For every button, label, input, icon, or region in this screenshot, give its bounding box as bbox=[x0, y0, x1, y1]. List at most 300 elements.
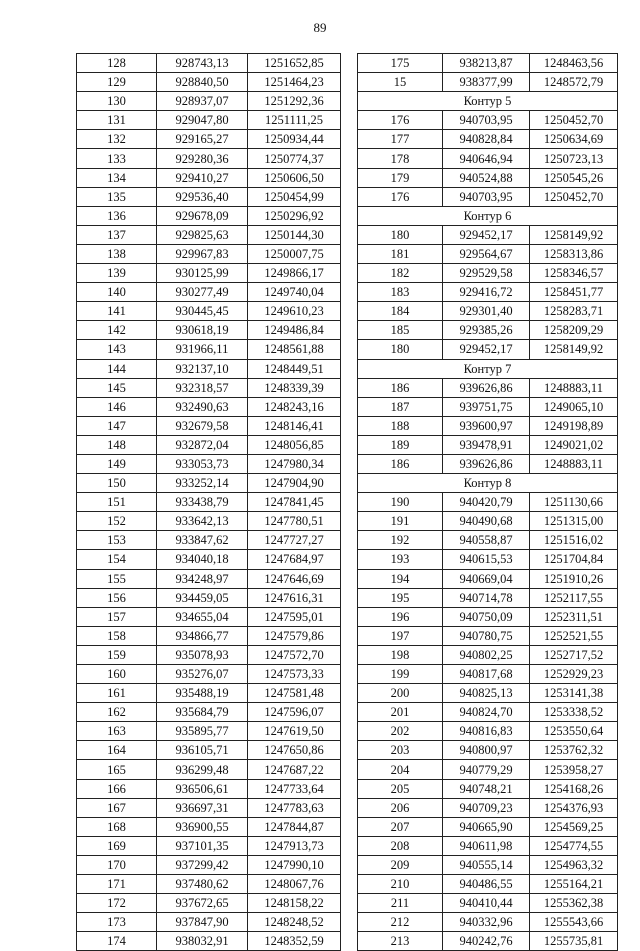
point-number-cell: 158 bbox=[77, 626, 157, 645]
table-row bbox=[358, 703, 618, 722]
x-coordinate-cell: 940709,23 bbox=[443, 798, 530, 817]
table-row bbox=[358, 130, 618, 149]
table-row bbox=[358, 73, 618, 92]
x-coordinate-cell: 929047,80 bbox=[157, 111, 248, 130]
y-coordinate-cell: 1248339,39 bbox=[248, 378, 341, 397]
y-coordinate-cell: 1252117,55 bbox=[530, 588, 618, 607]
point-number-cell: 181 bbox=[358, 244, 443, 263]
y-coordinate-cell: 1247573,33 bbox=[248, 665, 341, 684]
x-coordinate-cell: 929678,09 bbox=[157, 206, 248, 225]
x-coordinate-cell: 940816,83 bbox=[443, 722, 530, 741]
point-number-cell: 174 bbox=[77, 932, 157, 951]
x-coordinate-cell: 939751,75 bbox=[443, 397, 530, 416]
table-row bbox=[77, 913, 341, 932]
y-coordinate-cell: 1247990,10 bbox=[248, 855, 341, 874]
table-row bbox=[77, 836, 341, 855]
point-number-cell: 212 bbox=[358, 913, 443, 932]
table-row bbox=[358, 168, 618, 187]
y-coordinate-cell: 1254774,55 bbox=[530, 836, 618, 855]
x-coordinate-cell: 940703,95 bbox=[443, 111, 530, 130]
point-number-cell: 213 bbox=[358, 932, 443, 951]
point-number-cell: 171 bbox=[77, 875, 157, 894]
y-coordinate-cell: 1254168,26 bbox=[530, 779, 618, 798]
y-coordinate-cell: 1248243,16 bbox=[248, 397, 341, 416]
x-coordinate-cell: 929280,36 bbox=[157, 149, 248, 168]
x-coordinate-cell: 928937,07 bbox=[157, 92, 248, 111]
y-coordinate-cell: 1247581,48 bbox=[248, 684, 341, 703]
table-row bbox=[358, 111, 618, 130]
table-row bbox=[77, 244, 341, 263]
y-coordinate-cell: 1250934,44 bbox=[248, 130, 341, 149]
table-row bbox=[77, 607, 341, 626]
x-coordinate-cell: 932872,04 bbox=[157, 435, 248, 454]
table-row bbox=[358, 550, 618, 569]
coordinates-table-right bbox=[357, 53, 618, 951]
y-coordinate-cell: 1247650,86 bbox=[248, 741, 341, 760]
point-number-cell: 147 bbox=[77, 416, 157, 435]
y-coordinate-cell: 1247980,34 bbox=[248, 454, 341, 473]
table-row bbox=[77, 302, 341, 321]
table-row bbox=[77, 454, 341, 473]
table-row bbox=[358, 817, 618, 836]
table-row bbox=[77, 187, 341, 206]
y-coordinate-cell: 1247687,22 bbox=[248, 760, 341, 779]
point-number-cell: 143 bbox=[77, 340, 157, 359]
point-number-cell: 196 bbox=[358, 607, 443, 626]
y-coordinate-cell: 1253141,38 bbox=[530, 684, 618, 703]
x-coordinate-cell: 939600,97 bbox=[443, 416, 530, 435]
y-coordinate-cell: 1248352,59 bbox=[248, 932, 341, 951]
point-number-cell: 191 bbox=[358, 512, 443, 531]
y-coordinate-cell: 1258283,71 bbox=[530, 302, 618, 321]
x-coordinate-cell: 929452,17 bbox=[443, 225, 530, 244]
x-coordinate-cell: 940665,90 bbox=[443, 817, 530, 836]
y-coordinate-cell: 1247844,87 bbox=[248, 817, 341, 836]
x-coordinate-cell: 940802,25 bbox=[443, 645, 530, 664]
point-number-cell: 192 bbox=[358, 531, 443, 550]
table-row bbox=[77, 283, 341, 302]
x-coordinate-cell: 937101,35 bbox=[157, 836, 248, 855]
y-coordinate-cell: 1247595,01 bbox=[248, 607, 341, 626]
point-number-cell: 169 bbox=[77, 836, 157, 855]
point-number-cell: 170 bbox=[77, 855, 157, 874]
table-row bbox=[358, 321, 618, 340]
table-row bbox=[77, 512, 341, 531]
point-number-cell: 155 bbox=[77, 569, 157, 588]
y-coordinate-cell: 1258346,57 bbox=[530, 264, 618, 283]
y-coordinate-cell: 1250723,13 bbox=[530, 149, 618, 168]
point-number-cell: 129 bbox=[77, 73, 157, 92]
x-coordinate-cell: 929385,26 bbox=[443, 321, 530, 340]
x-coordinate-cell: 930618,19 bbox=[157, 321, 248, 340]
y-coordinate-cell: 1249740,04 bbox=[248, 283, 341, 302]
x-coordinate-cell: 940825,13 bbox=[443, 684, 530, 703]
x-coordinate-cell: 940828,84 bbox=[443, 130, 530, 149]
y-coordinate-cell: 1250144,30 bbox=[248, 225, 341, 244]
y-coordinate-cell: 1250452,70 bbox=[530, 111, 618, 130]
contour-header-row bbox=[358, 92, 618, 111]
x-coordinate-cell: 931966,11 bbox=[157, 340, 248, 359]
x-coordinate-cell: 940242,76 bbox=[443, 932, 530, 951]
table-row bbox=[358, 607, 618, 626]
y-coordinate-cell: 1248463,56 bbox=[530, 54, 618, 73]
y-coordinate-cell: 1247619,50 bbox=[248, 722, 341, 741]
table-row bbox=[77, 397, 341, 416]
point-number-cell: 176 bbox=[358, 187, 443, 206]
point-number-cell: 156 bbox=[77, 588, 157, 607]
x-coordinate-cell: 940750,09 bbox=[443, 607, 530, 626]
point-number-cell: 210 bbox=[358, 875, 443, 894]
y-coordinate-cell: 1252717,52 bbox=[530, 645, 618, 664]
y-coordinate-cell: 1253762,32 bbox=[530, 741, 618, 760]
x-coordinate-cell: 940748,21 bbox=[443, 779, 530, 798]
table-row bbox=[77, 168, 341, 187]
point-number-cell: 157 bbox=[77, 607, 157, 626]
y-coordinate-cell: 1255164,21 bbox=[530, 875, 618, 894]
y-coordinate-cell: 1249198,89 bbox=[530, 416, 618, 435]
x-coordinate-cell: 937480,62 bbox=[157, 875, 248, 894]
point-number-cell: 159 bbox=[77, 645, 157, 664]
point-number-cell: 150 bbox=[77, 474, 157, 493]
x-coordinate-cell: 928840,50 bbox=[157, 73, 248, 92]
x-coordinate-cell: 929825,63 bbox=[157, 225, 248, 244]
y-coordinate-cell: 1251464,23 bbox=[248, 73, 341, 92]
x-coordinate-cell: 929452,17 bbox=[443, 340, 530, 359]
x-coordinate-cell: 939626,86 bbox=[443, 378, 530, 397]
x-coordinate-cell: 936105,71 bbox=[157, 741, 248, 760]
page-number: 89 bbox=[313, 20, 327, 35]
table-row bbox=[358, 340, 618, 359]
x-coordinate-cell: 940486,55 bbox=[443, 875, 530, 894]
table-row bbox=[77, 378, 341, 397]
point-number-cell: 130 bbox=[77, 92, 157, 111]
table-row bbox=[358, 626, 618, 645]
point-number-cell: 197 bbox=[358, 626, 443, 645]
point-number-cell: 153 bbox=[77, 531, 157, 550]
point-number-cell: 176 bbox=[358, 111, 443, 130]
table-row bbox=[77, 206, 341, 225]
x-coordinate-cell: 940669,04 bbox=[443, 569, 530, 588]
table-row bbox=[77, 493, 341, 512]
x-coordinate-cell: 930445,45 bbox=[157, 302, 248, 321]
table-row bbox=[358, 187, 618, 206]
y-coordinate-cell: 1253550,64 bbox=[530, 722, 618, 741]
table-row bbox=[358, 378, 618, 397]
x-coordinate-cell: 934866,77 bbox=[157, 626, 248, 645]
contour-title: Контур 5 bbox=[358, 92, 618, 111]
point-number-cell: 177 bbox=[358, 130, 443, 149]
y-coordinate-cell: 1248248,52 bbox=[248, 913, 341, 932]
x-coordinate-cell: 940817,68 bbox=[443, 665, 530, 684]
point-number-cell: 211 bbox=[358, 894, 443, 913]
y-coordinate-cell: 1252521,55 bbox=[530, 626, 618, 645]
x-coordinate-cell: 933438,79 bbox=[157, 493, 248, 512]
x-coordinate-cell: 930125,99 bbox=[157, 264, 248, 283]
contour-title: Контур 7 bbox=[358, 359, 618, 378]
point-number-cell: 163 bbox=[77, 722, 157, 741]
table-row bbox=[358, 665, 618, 684]
y-coordinate-cell: 1251704,84 bbox=[530, 550, 618, 569]
table-row bbox=[77, 722, 341, 741]
y-coordinate-cell: 1247616,31 bbox=[248, 588, 341, 607]
y-coordinate-cell: 1258149,92 bbox=[530, 225, 618, 244]
point-number-cell: 186 bbox=[358, 378, 443, 397]
y-coordinate-cell: 1250452,70 bbox=[530, 187, 618, 206]
x-coordinate-cell: 939478,91 bbox=[443, 435, 530, 454]
x-coordinate-cell: 929410,27 bbox=[157, 168, 248, 187]
point-number-cell: 172 bbox=[77, 894, 157, 913]
table-row bbox=[358, 397, 618, 416]
table-row bbox=[358, 913, 618, 932]
y-coordinate-cell: 1247572,70 bbox=[248, 645, 341, 664]
point-number-cell: 183 bbox=[358, 283, 443, 302]
y-coordinate-cell: 1251516,02 bbox=[530, 531, 618, 550]
point-number-cell: 135 bbox=[77, 187, 157, 206]
x-coordinate-cell: 939626,86 bbox=[443, 454, 530, 473]
point-number-cell: 209 bbox=[358, 855, 443, 874]
y-coordinate-cell: 1252929,23 bbox=[530, 665, 618, 684]
y-coordinate-cell: 1255543,66 bbox=[530, 913, 618, 932]
x-coordinate-cell: 940800,97 bbox=[443, 741, 530, 760]
point-number-cell: 190 bbox=[358, 493, 443, 512]
table-row bbox=[77, 932, 341, 951]
x-coordinate-cell: 929536,40 bbox=[157, 187, 248, 206]
table-row bbox=[77, 321, 341, 340]
point-number-cell: 154 bbox=[77, 550, 157, 569]
point-number-cell: 144 bbox=[77, 359, 157, 378]
y-coordinate-cell: 1249021,02 bbox=[530, 435, 618, 454]
y-coordinate-cell: 1255735,81 bbox=[530, 932, 618, 951]
table-row bbox=[77, 149, 341, 168]
y-coordinate-cell: 1250545,26 bbox=[530, 168, 618, 187]
table-row bbox=[77, 73, 341, 92]
y-coordinate-cell: 1258313,86 bbox=[530, 244, 618, 263]
point-number-cell: 142 bbox=[77, 321, 157, 340]
y-coordinate-cell: 1248158,22 bbox=[248, 894, 341, 913]
point-number-cell: 151 bbox=[77, 493, 157, 512]
contour-header-row bbox=[358, 359, 618, 378]
point-number-cell: 131 bbox=[77, 111, 157, 130]
point-number-cell: 182 bbox=[358, 264, 443, 283]
y-coordinate-cell: 1247841,45 bbox=[248, 493, 341, 512]
table-row bbox=[358, 435, 618, 454]
x-coordinate-cell: 937672,65 bbox=[157, 894, 248, 913]
table-row bbox=[77, 474, 341, 493]
x-coordinate-cell: 935684,79 bbox=[157, 703, 248, 722]
x-coordinate-cell: 940824,70 bbox=[443, 703, 530, 722]
table-row bbox=[77, 588, 341, 607]
point-number-cell: 189 bbox=[358, 435, 443, 454]
y-coordinate-cell: 1250606,50 bbox=[248, 168, 341, 187]
x-coordinate-cell: 940420,79 bbox=[443, 493, 530, 512]
y-coordinate-cell: 1247904,90 bbox=[248, 474, 341, 493]
table-row bbox=[358, 684, 618, 703]
y-coordinate-cell: 1255362,38 bbox=[530, 894, 618, 913]
y-coordinate-cell: 1247733,64 bbox=[248, 779, 341, 798]
table-row bbox=[77, 779, 341, 798]
y-coordinate-cell: 1254569,25 bbox=[530, 817, 618, 836]
point-number-cell: 145 bbox=[77, 378, 157, 397]
y-coordinate-cell: 1247596,07 bbox=[248, 703, 341, 722]
y-coordinate-cell: 1251315,00 bbox=[530, 512, 618, 531]
y-coordinate-cell: 1251292,36 bbox=[248, 92, 341, 111]
y-coordinate-cell: 1253338,52 bbox=[530, 703, 618, 722]
point-number-cell: 137 bbox=[77, 225, 157, 244]
table-row bbox=[77, 550, 341, 569]
x-coordinate-cell: 940615,53 bbox=[443, 550, 530, 569]
y-coordinate-cell: 1248146,41 bbox=[248, 416, 341, 435]
y-coordinate-cell: 1250296,92 bbox=[248, 206, 341, 225]
y-coordinate-cell: 1254376,93 bbox=[530, 798, 618, 817]
x-coordinate-cell: 935895,77 bbox=[157, 722, 248, 741]
x-coordinate-cell: 932137,10 bbox=[157, 359, 248, 378]
y-coordinate-cell: 1258451,77 bbox=[530, 283, 618, 302]
table-row bbox=[77, 894, 341, 913]
y-coordinate-cell: 1258149,92 bbox=[530, 340, 618, 359]
x-coordinate-cell: 928743,13 bbox=[157, 54, 248, 73]
table-row bbox=[77, 741, 341, 760]
x-coordinate-cell: 938032,91 bbox=[157, 932, 248, 951]
point-number-cell: 138 bbox=[77, 244, 157, 263]
y-coordinate-cell: 1250634,69 bbox=[530, 130, 618, 149]
point-number-cell: 136 bbox=[77, 206, 157, 225]
point-number-cell: 152 bbox=[77, 512, 157, 531]
point-number-cell: 132 bbox=[77, 130, 157, 149]
y-coordinate-cell: 1248449,51 bbox=[248, 359, 341, 378]
x-coordinate-cell: 932679,58 bbox=[157, 416, 248, 435]
table-row bbox=[358, 569, 618, 588]
x-coordinate-cell: 936697,31 bbox=[157, 798, 248, 817]
y-coordinate-cell: 1251111,25 bbox=[248, 111, 341, 130]
point-number-cell: 15 bbox=[358, 73, 443, 92]
x-coordinate-cell: 930277,49 bbox=[157, 283, 248, 302]
y-coordinate-cell: 1248067,76 bbox=[248, 875, 341, 894]
point-number-cell: 195 bbox=[358, 588, 443, 607]
x-coordinate-cell: 934248,97 bbox=[157, 569, 248, 588]
point-number-cell: 149 bbox=[77, 454, 157, 473]
table-row bbox=[77, 875, 341, 894]
x-coordinate-cell: 935078,93 bbox=[157, 645, 248, 664]
point-number-cell: 198 bbox=[358, 645, 443, 664]
point-number-cell: 187 bbox=[358, 397, 443, 416]
y-coordinate-cell: 1247913,73 bbox=[248, 836, 341, 855]
x-coordinate-cell: 940555,14 bbox=[443, 855, 530, 874]
y-coordinate-cell: 1247783,63 bbox=[248, 798, 341, 817]
y-coordinate-cell: 1249486,84 bbox=[248, 321, 341, 340]
y-coordinate-cell: 1248883,11 bbox=[530, 378, 618, 397]
table-row bbox=[358, 932, 618, 951]
table-row bbox=[358, 283, 618, 302]
point-number-cell: 148 bbox=[77, 435, 157, 454]
table-row bbox=[358, 760, 618, 779]
table-row bbox=[77, 111, 341, 130]
table-row bbox=[77, 626, 341, 645]
table-row bbox=[77, 684, 341, 703]
point-number-cell: 140 bbox=[77, 283, 157, 302]
point-number-cell: 194 bbox=[358, 569, 443, 588]
y-coordinate-cell: 1249065,10 bbox=[530, 397, 618, 416]
y-coordinate-cell: 1248883,11 bbox=[530, 454, 618, 473]
table-row bbox=[77, 665, 341, 684]
y-coordinate-cell: 1249866,17 bbox=[248, 264, 341, 283]
contour-title: Контур 8 bbox=[358, 474, 618, 493]
point-number-cell: 207 bbox=[358, 817, 443, 836]
x-coordinate-cell: 932318,57 bbox=[157, 378, 248, 397]
y-coordinate-cell: 1251910,26 bbox=[530, 569, 618, 588]
table-row bbox=[358, 798, 618, 817]
x-coordinate-cell: 938377,99 bbox=[443, 73, 530, 92]
table-row bbox=[358, 225, 618, 244]
x-coordinate-cell: 940714,78 bbox=[443, 588, 530, 607]
y-coordinate-cell: 1247684,97 bbox=[248, 550, 341, 569]
table-row bbox=[77, 340, 341, 359]
x-coordinate-cell: 940524,88 bbox=[443, 168, 530, 187]
y-coordinate-cell: 1250007,75 bbox=[248, 244, 341, 263]
y-coordinate-cell: 1250454,99 bbox=[248, 187, 341, 206]
x-coordinate-cell: 929529,58 bbox=[443, 264, 530, 283]
point-number-cell: 167 bbox=[77, 798, 157, 817]
x-coordinate-cell: 929967,83 bbox=[157, 244, 248, 263]
table-row bbox=[358, 54, 618, 73]
x-coordinate-cell: 932490,63 bbox=[157, 397, 248, 416]
table-row bbox=[358, 875, 618, 894]
coordinates-table-left bbox=[76, 53, 341, 951]
table-row bbox=[358, 244, 618, 263]
table-row bbox=[358, 512, 618, 531]
point-number-cell: 165 bbox=[77, 760, 157, 779]
point-number-cell: 199 bbox=[358, 665, 443, 684]
contour-header-row bbox=[358, 474, 618, 493]
point-number-cell: 205 bbox=[358, 779, 443, 798]
contour-title: Контур 6 bbox=[358, 206, 618, 225]
point-number-cell: 200 bbox=[358, 684, 443, 703]
x-coordinate-cell: 933847,62 bbox=[157, 531, 248, 550]
table-row bbox=[77, 760, 341, 779]
point-number-cell: 180 bbox=[358, 340, 443, 359]
x-coordinate-cell: 929165,27 bbox=[157, 130, 248, 149]
table-row bbox=[358, 302, 618, 321]
y-coordinate-cell: 1252311,51 bbox=[530, 607, 618, 626]
table-row bbox=[358, 264, 618, 283]
x-coordinate-cell: 934040,18 bbox=[157, 550, 248, 569]
table-row bbox=[77, 416, 341, 435]
table-row bbox=[358, 779, 618, 798]
table-row bbox=[358, 493, 618, 512]
x-coordinate-cell: 940410,44 bbox=[443, 894, 530, 913]
table-row bbox=[77, 225, 341, 244]
x-coordinate-cell: 936299,48 bbox=[157, 760, 248, 779]
table-row bbox=[77, 92, 341, 111]
y-coordinate-cell: 1258209,29 bbox=[530, 321, 618, 340]
x-coordinate-cell: 933252,14 bbox=[157, 474, 248, 493]
table-row bbox=[77, 645, 341, 664]
x-coordinate-cell: 935276,07 bbox=[157, 665, 248, 684]
y-coordinate-cell: 1248572,79 bbox=[530, 73, 618, 92]
point-number-cell: 208 bbox=[358, 836, 443, 855]
point-number-cell: 166 bbox=[77, 779, 157, 798]
x-coordinate-cell: 940779,29 bbox=[443, 760, 530, 779]
y-coordinate-cell: 1249610,23 bbox=[248, 302, 341, 321]
x-coordinate-cell: 933053,73 bbox=[157, 454, 248, 473]
table-row bbox=[77, 798, 341, 817]
table-row bbox=[77, 359, 341, 378]
table-row bbox=[77, 817, 341, 836]
x-coordinate-cell: 940332,96 bbox=[443, 913, 530, 932]
x-coordinate-cell: 934655,04 bbox=[157, 607, 248, 626]
x-coordinate-cell: 935488,19 bbox=[157, 684, 248, 703]
table-row bbox=[358, 588, 618, 607]
point-number-cell: 202 bbox=[358, 722, 443, 741]
